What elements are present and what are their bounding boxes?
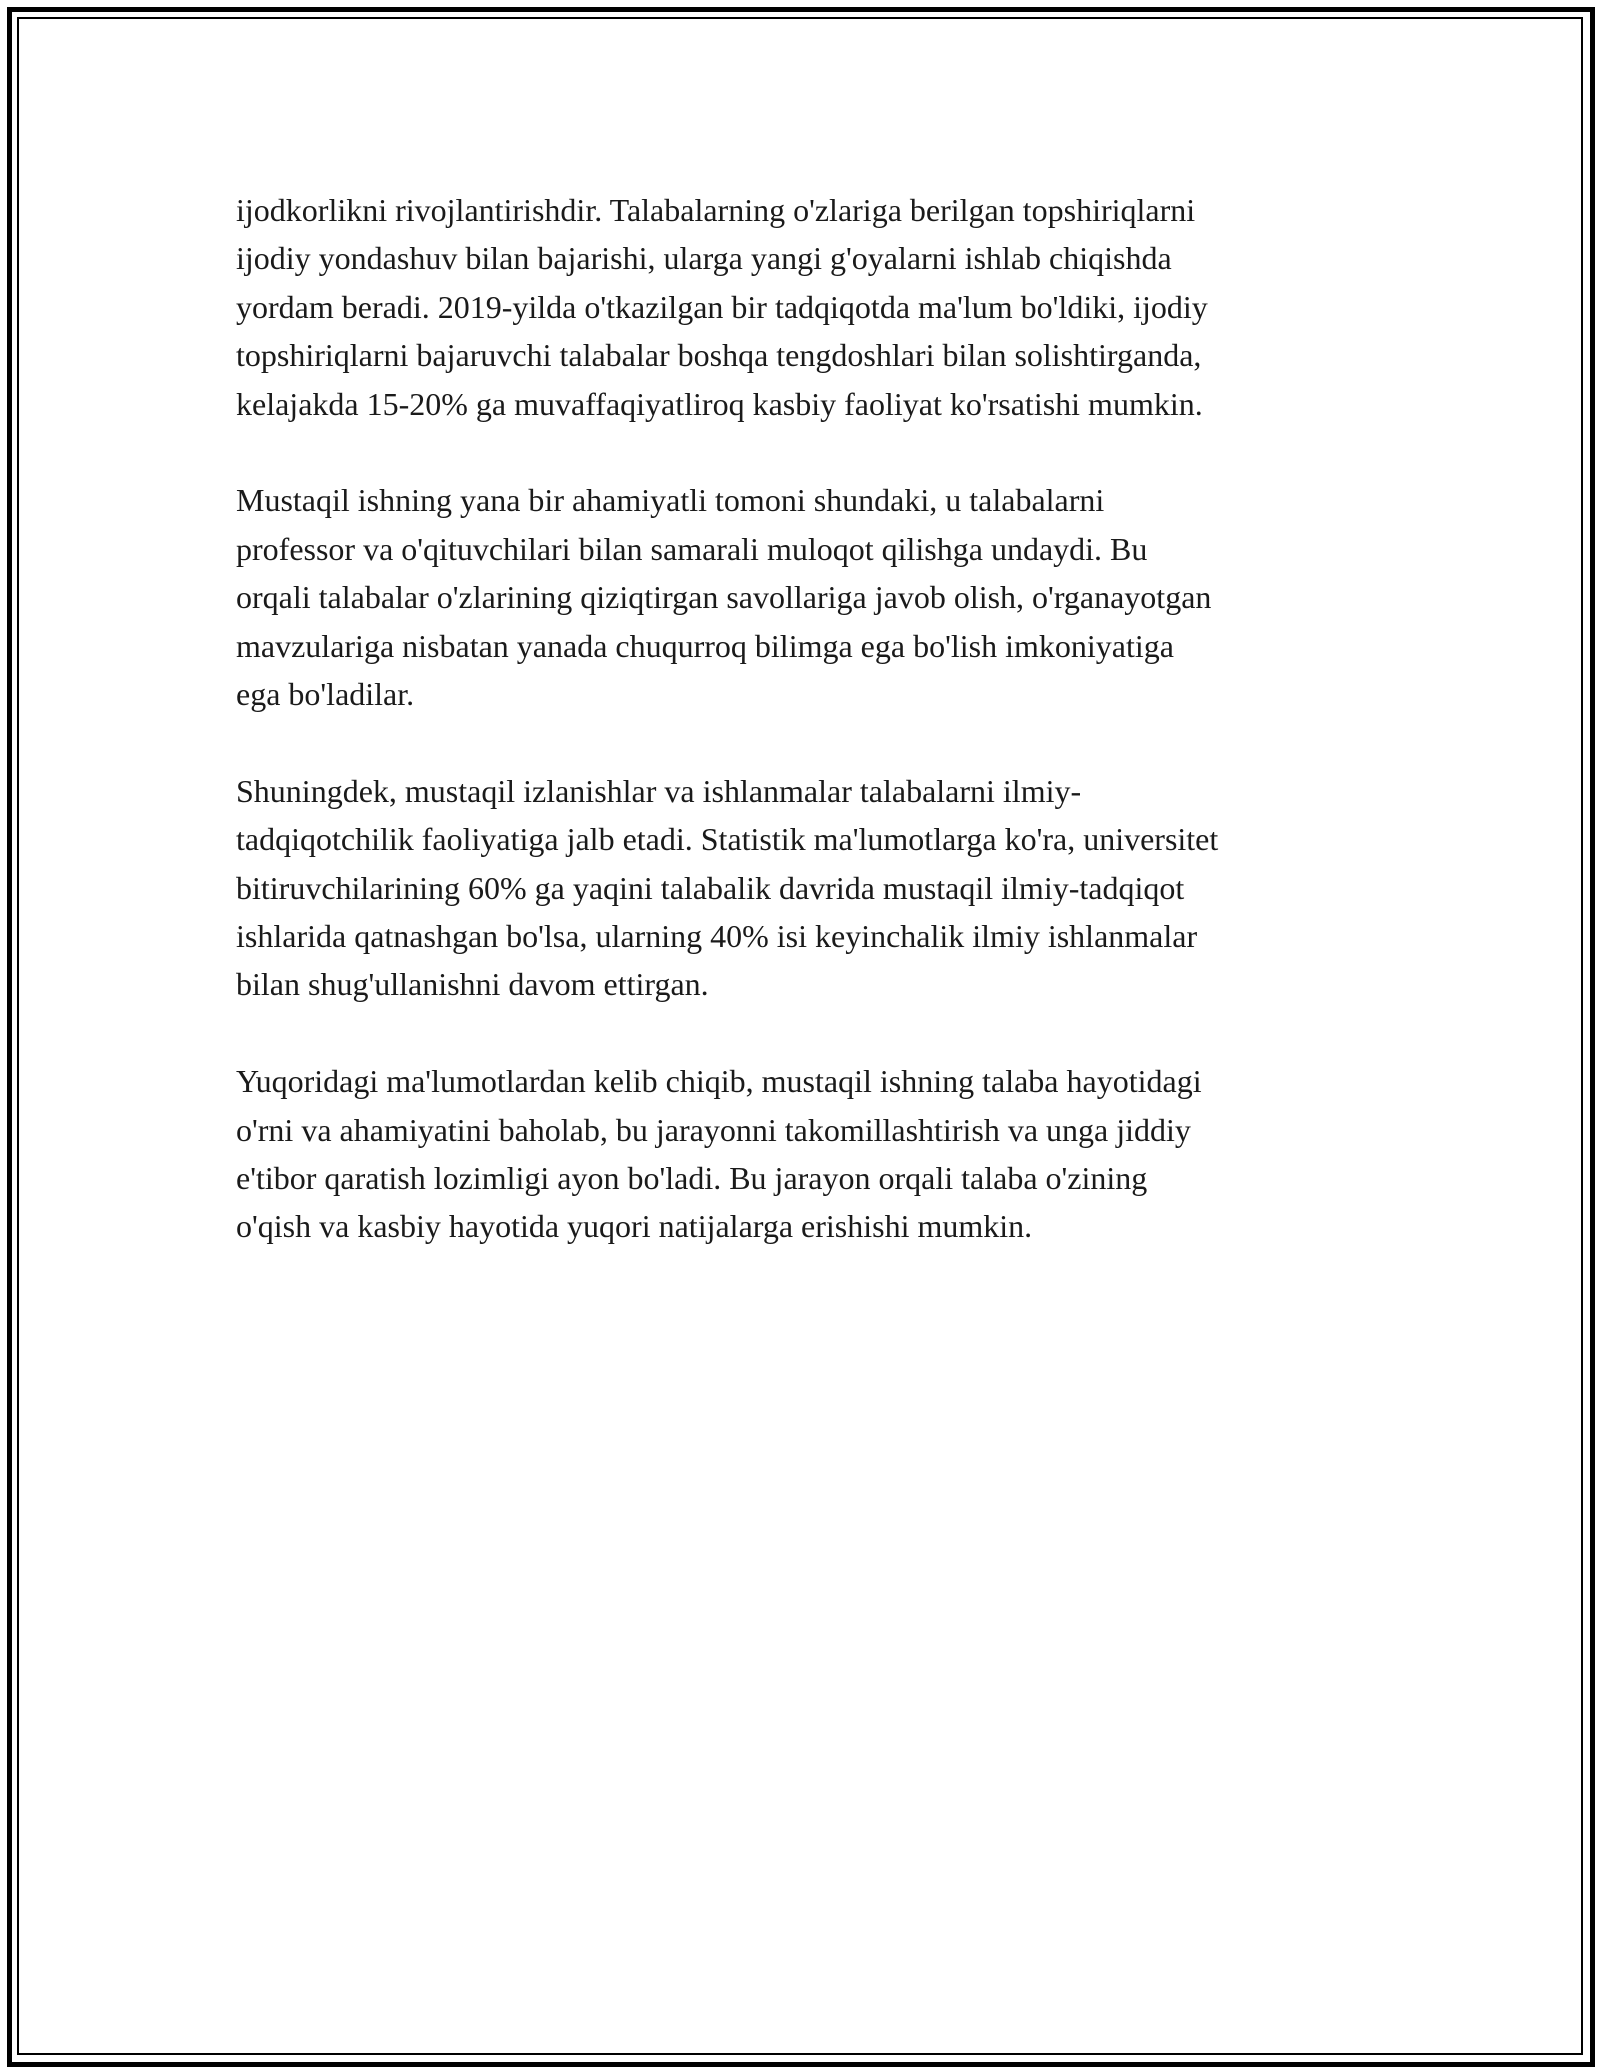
text-line: o'rni va ahamiyatini baholab, bu jarayonni takomillashtirish va unga jiddiy <box>236 1111 1191 1148</box>
document-body <box>236 186 1386 1299</box>
text-line: yordam beradi. 2019-yilda o'tkazilgan bir tadqiqotda ma'lum bo'ldiki, ijodiy <box>236 288 1208 325</box>
paragraph-1 <box>236 186 1386 428</box>
text-line: Mustaqil ishning yana bir ahamiyatli tomoni shundaki, u talabalarni <box>236 482 1105 519</box>
text-line: bilan shug'ullanishni davom ettirgan. <box>236 966 709 1003</box>
text-line: bitiruvchilarining 60% ga yaqini talabalik davrida mustaqil ilmiy-tadqiqot <box>236 869 1185 906</box>
text-line: topshiriqlarni bajaruvchi talabalar boshqa tengdoshlari bilan solishtirganda, <box>236 337 1202 374</box>
text-line: ega bo'ladilar. <box>236 676 415 713</box>
text-line: e'tibor qaratish lozimligi ayon bo'ladi. Bu jarayon orqali talaba o'zining <box>236 1160 1148 1197</box>
text-line: orqali talabalar o'zlarining qiziqtirgan savollariga javob olish, o'rganayotgan <box>236 579 1212 616</box>
text-line: professor va o'qituvchilari bilan samarali muloqot qilishga undaydi. Bu <box>236 530 1148 567</box>
text-line: kelajakda 15-20% ga muvaffaqiyatliroq kasbiy faoliyat ko'rsatishi mumkin. <box>236 385 1203 422</box>
text-line: ijodkorlikni rivojlantirishdir. Talabalarning o'zlariga berilgan topshiriqlarni <box>236 192 1196 228</box>
text-line: mavzulariga nisbatan yanada chuqurroq bilimga ega bo'lish imkoniyatiga <box>236 627 1174 664</box>
text-line: Yuqoridagi ma'lumotlardan kelib chiqib, mustaqil ishning talaba hayotidagi <box>236 1063 1202 1100</box>
text-line: Shuningdek, mustaqil izlanishlar va ishlanmalar talabalarni ilmiy- <box>236 772 1082 809</box>
text-line: o'qish va kasbiy hayotida yuqori natijalarga erishishi mumkin. <box>236 1208 1033 1245</box>
paragraph-2 <box>236 476 1386 718</box>
text-line: ishlarida qatnashgan bo'lsa, ularning 40% isi keyinchalik ilmiy ishlanmalar <box>236 918 1198 955</box>
paragraph-3 <box>236 767 1386 1009</box>
text-line: tadqiqotchilik faoliyatiga jalb etadi. Statistik ma'lumotlarga ko'ra, universitet <box>236 821 1219 858</box>
paragraph-4 <box>236 1057 1386 1251</box>
text-line: ijodiy yondashuv bilan bajarishi, ularga yangi g'oyalarni ishlab chiqishda <box>236 240 1172 277</box>
